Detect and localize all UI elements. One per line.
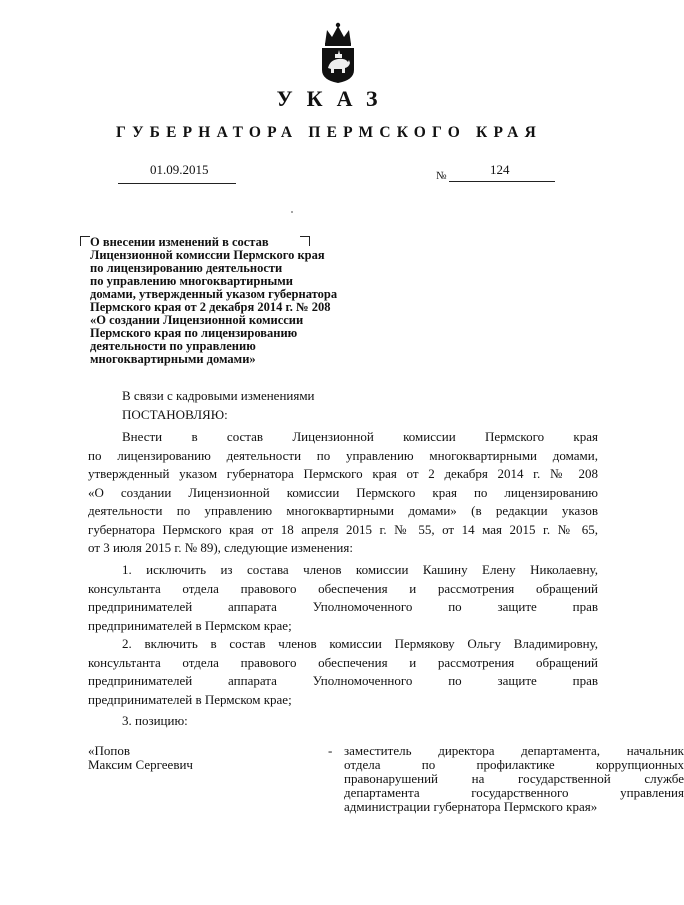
intro-text: В связи с кадровыми изменениями xyxy=(122,388,315,403)
position-dash: - xyxy=(328,743,333,758)
document-subtitle: ГУБЕРНАТОРА ПЕРМСКОГО КРАЯ xyxy=(116,124,542,141)
description-line: департамента государственного управления xyxy=(344,785,684,800)
description-line: заместитель директора департамента, начальник xyxy=(344,743,684,758)
paragraph-line: губернатора Пермского края от 18 апреля 2015 г. № 55, от 14 мая 2015 г. № 65, xyxy=(88,521,598,537)
heading-line: Лицензионной комиссии Пермского края xyxy=(90,248,325,262)
heading-line: домами, утвержденный указом губернатора xyxy=(90,287,338,301)
perm-coat-of-arms-icon xyxy=(318,22,358,84)
person-name xyxy=(88,744,238,772)
paragraph-line: деятельности по управлению многоквартирными домами» (в редакции указов xyxy=(88,503,598,518)
item-line: предпринимателей в Пермском крае; xyxy=(88,691,292,707)
item-3: 3. позицию: xyxy=(122,713,188,728)
item-line: 1. исключить из состава членов комиссии Кашину Елену Николаевну, xyxy=(122,562,598,577)
position-description xyxy=(344,744,684,814)
heading-line: О внесении изменений в состав xyxy=(90,235,269,249)
document-title: УКАЗ xyxy=(276,86,392,111)
description-line: администрации губернатора Пермского края» xyxy=(344,799,598,814)
decree-word: ПОСТАНОВЛЯЮ: xyxy=(122,407,228,422)
stray-dot xyxy=(291,211,293,213)
item-1 xyxy=(88,561,598,635)
paragraph-line: утвержденный указом губернатора Пермского края от 2 декабря 2014 г. № 208 xyxy=(88,466,598,481)
number-label: № xyxy=(436,170,447,182)
item-line: 2. включить в состав членов комиссии Пермякову Ольгу Владимировну, xyxy=(122,636,598,651)
person-name-line: Максим Сергеевич xyxy=(88,757,193,772)
item-line: консультанта отдела правового обеспечения и рассмотрения обращений xyxy=(88,580,598,596)
main-paragraph xyxy=(88,428,598,558)
item-2 xyxy=(88,635,598,709)
heading-line: по лицензированию деятельности xyxy=(90,261,283,275)
heading-line: Пермского края по лицензированию xyxy=(90,326,298,340)
document-date: 01.09.2015 xyxy=(150,162,209,177)
heading-line: многоквартирными домами» xyxy=(90,352,256,366)
item-line: предпринимателей аппарата Уполномоченного по защите прав xyxy=(88,599,598,614)
person-name-line: «Попов xyxy=(88,743,130,758)
heading-corner-left xyxy=(80,236,90,246)
date-underline xyxy=(118,183,236,184)
document-heading xyxy=(90,235,338,366)
paragraph-line: «О создании Лицензионной комиссии Пермского края по лицензированию xyxy=(88,484,598,500)
item-line: консультанта отдела правового обеспечения и рассмотрения обращений xyxy=(88,654,598,670)
description-line: отдела по профилактике коррупционных xyxy=(344,757,684,772)
number-underline xyxy=(449,181,555,182)
document-number: 124 xyxy=(490,162,510,177)
paragraph-line: по лицензированию деятельности по управлению многоквартирными домами, xyxy=(88,447,598,463)
paragraph-line: Внести в состав Лицензионной комиссии Пермского края xyxy=(122,429,598,444)
item-line: предпринимателей аппарата Уполномоченного по защите прав xyxy=(88,673,598,688)
heading-line: Пермского края от 2 декабря 2014 г. № 208 xyxy=(90,300,331,314)
description-line: правонарушений на государственной службе xyxy=(344,771,684,786)
heading-line: «О создании Лицензионной комиссии xyxy=(90,313,304,327)
item-line: предпринимателей в Пермском крае; xyxy=(88,617,292,633)
paragraph-line: от 3 июля 2015 г. № 89), следующие изменения: xyxy=(88,540,353,555)
heading-line: деятельности по управлению xyxy=(90,339,256,353)
heading-line: по управлению многоквартирными xyxy=(90,274,294,288)
